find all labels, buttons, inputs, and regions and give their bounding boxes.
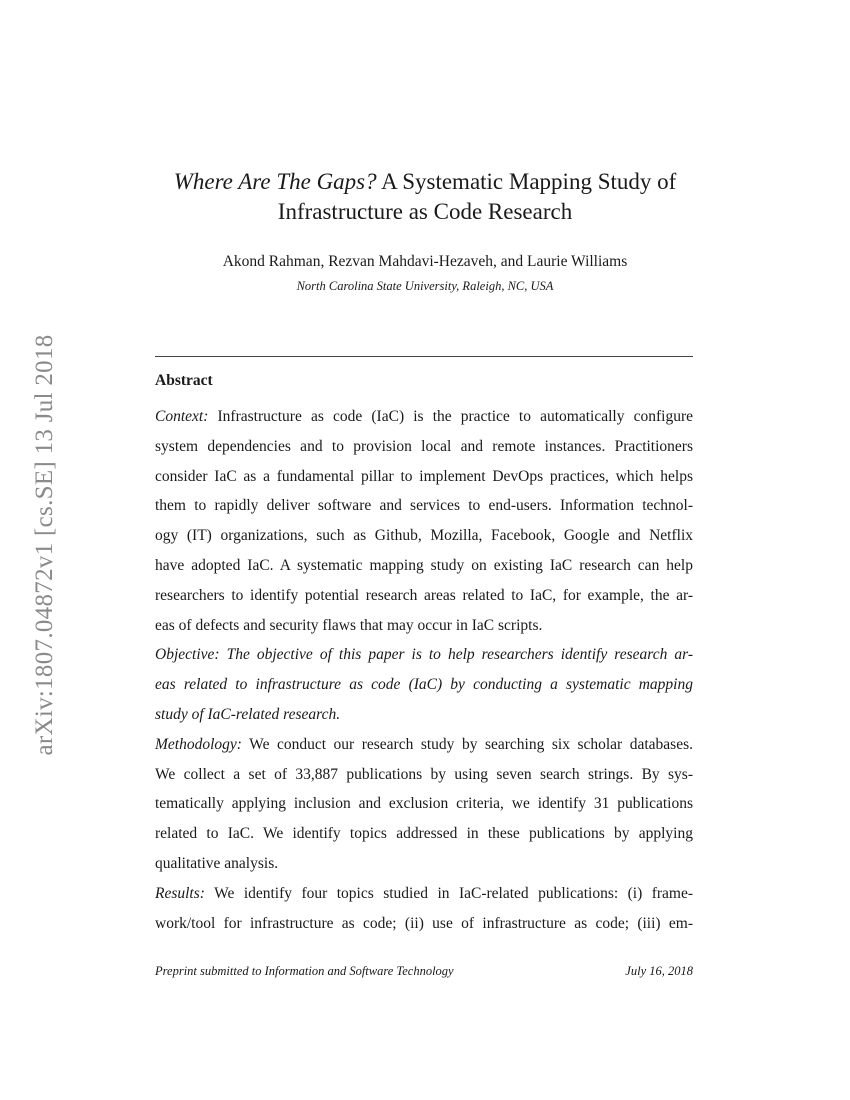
abstract-line: ogy (IT) organizations, such as Github, Mozilla, Facebook, Google and Netflix <box>155 527 693 545</box>
affiliation: North Carolina State University, Raleigh, NC, USA <box>296 279 554 293</box>
footer-date: July 16, 2018 <box>625 964 693 978</box>
title-line1: A Systematic Mapping Study of <box>376 169 677 194</box>
results-paragraph <box>155 879 693 939</box>
context-label: Context: <box>155 408 209 425</box>
methodology-paragraph <box>155 730 693 879</box>
abstract-line: consider IaC as a fundamental pillar to implement DevOps practices, which helps <box>155 467 693 485</box>
methodology-label: Methodology: <box>155 735 242 753</box>
abstract-line: tematically applying inclusion and exclusion criteria, we identify 31 publications <box>155 795 693 813</box>
abstract-line: eas related to infrastructure as code (IaC) by conducting a systematic mapping <box>155 676 693 694</box>
abstract-rule <box>155 356 693 357</box>
results-label: Results: <box>155 884 205 902</box>
abstract-line: qualitative analysis. <box>155 854 279 872</box>
abstract-line: eas of defects and security flaws that may occur in IaC scripts. <box>155 616 543 634</box>
paper-title <box>100 167 750 227</box>
objective-paragraph <box>155 640 693 729</box>
preprint-note: Preprint submitted to Information and Software Technology <box>155 964 454 978</box>
abstract-line: system dependencies and to provision local and remote instances. Practitioners <box>155 437 693 455</box>
abstract-line: Results: We identify four topics studied in IaC-related publications: (i) frame- <box>155 884 693 902</box>
author-list: Akond Rahman, Rezvan Mahdavi-Hezaveh, and Laurie Williams <box>222 253 628 270</box>
abstract-line: related to IaC. We identify topics addressed in these publications by applying <box>155 825 693 843</box>
context-paragraph <box>155 402 693 640</box>
abstract-line: study of IaC-related research. <box>155 705 341 723</box>
abstract-line: Objective: The objective of this paper is to help researchers identify research ar- <box>155 646 693 664</box>
abstract-line: them to rapidly deliver software and services to end-users. Information technol- <box>155 497 693 515</box>
abstract-line: work/tool for infrastructure as code; (ii) use of infrastructure as code; (iii) em- <box>155 914 693 932</box>
abstract-line: We collect a set of 33,887 publications by using seven search strings. By sys- <box>155 765 693 783</box>
abstract-line: Context: Infrastructure as code (IaC) is the practice to automatically configure <box>155 408 693 425</box>
title-italic: Where Are The Gaps? <box>173 169 377 194</box>
abstract-heading: Abstract <box>155 372 213 389</box>
abstract-line: have adopted IaC. A systematic mapping study on existing IaC research can help <box>155 556 693 574</box>
page-footer <box>155 962 693 980</box>
abstract-body <box>155 402 693 938</box>
arxiv-identifier: arXiv:1807.04872v1 [cs.SE] 13 Jul 2018 <box>31 334 58 756</box>
abstract-line: researchers to identify potential research areas related to IaC, for example, the ar- <box>155 586 693 604</box>
abstract-line: Methodology: We conduct our research study by searching six scholar databases. <box>155 735 693 753</box>
objective-label: Objective: <box>155 646 220 664</box>
title-line2: Infrastructure as Code Research <box>277 199 573 224</box>
